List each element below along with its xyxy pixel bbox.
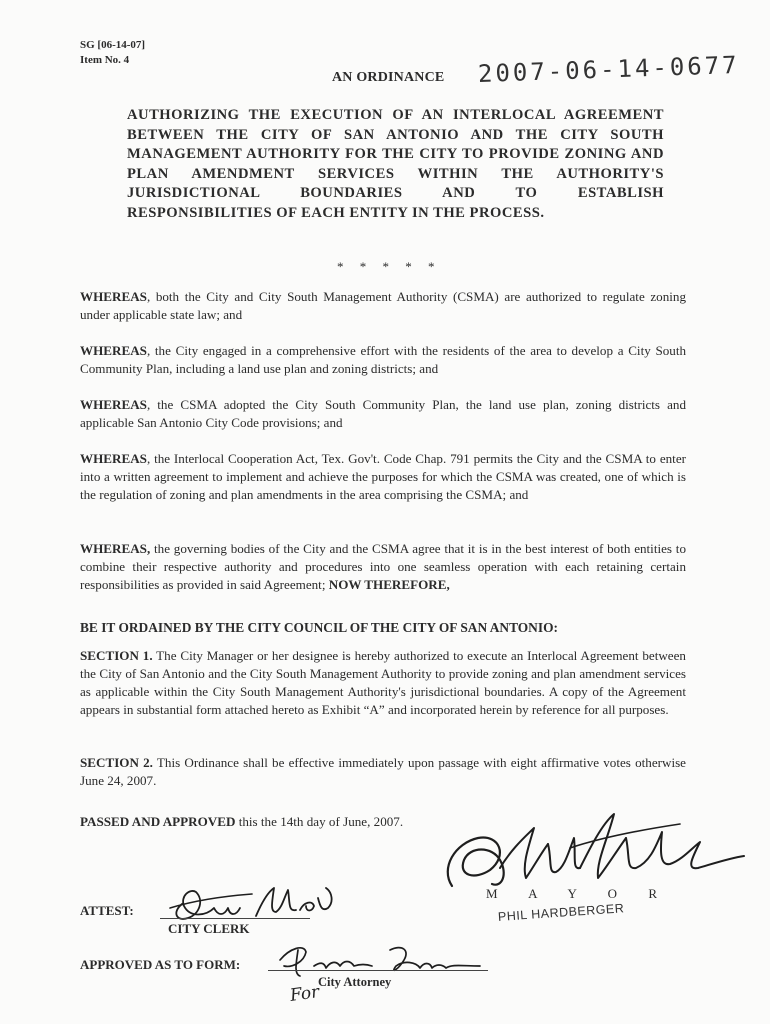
attest-label: ATTEST:: [80, 903, 134, 918]
whereas-lead: WHEREAS: [80, 397, 147, 412]
whereas-text: , the CSMA adopted the City South Community Plan, the land use plan, zoning districts and applicable San Antonio City Code provisions; and: [80, 397, 686, 430]
ordinance-title: AUTHORIZING THE EXECUTION OF AN INTERLOCAL AGREEMENT BETWEEN THE CITY OF SAN ANTONIO AND THE CITY SOUTH MANAGEMENT AUTHORITY FOR THE CITY TO PROVIDE ZONING AND PLAN AMENDMENT SERVICES WITHIN THE AUTHORITY'S JURISDICTIONAL BOUNDARIES AND TO ESTABLISH RESPONSIBILITIES OF EACH ENTITY IN THE PROCESS.: [127, 107, 664, 221]
city-attorney-title: City Attorney: [318, 975, 392, 989]
clerk-signature-line: [160, 918, 310, 919]
passed-text: this the 14th day of June, 2007.: [235, 814, 404, 829]
ordained-heading: BE IT ORDAINED BY THE CITY COUNCIL OF THE CITY OF SAN ANTONIO:: [80, 620, 558, 635]
section-2: [80, 754, 686, 790]
section-text: The City Manager or her designee is hereby authorized to execute an Interlocal Agreement between the City of San Antonio and the City South Management Authority to provide zoning and plan amendment services as applicable within the City South Management Authority's jurisdictional boundaries. A copy of the Agreement appears in substantial form attached hereto as Exhibit “A” and incorporated herein by reference for all purposes.: [80, 648, 686, 717]
section-separator: * * * * *: [337, 259, 435, 274]
whereas-text: the governing bodies of the City and the CSMA agree that it is in the best interest of both entities to combine their respective authority and procedures into one seamless operation with each retaining certain responsibilities as provided in said Agreement;: [80, 541, 686, 592]
whereas-text: , the Interlocal Cooperation Act, Tex. Gov't. Code Chap. 791 permits the City and the CSMA to enter into a written agreement to implement and achieve the purposes for which the CSMA was created, one of which is the regulation of zoning and plan amendments in the area comprising the CSMA; and: [80, 451, 686, 502]
whereas-clause-2: [80, 342, 686, 378]
mayor-name-stamp: PHIL HARDBERGER: [497, 901, 625, 924]
city-clerk-title: CITY CLERK: [168, 921, 250, 936]
whereas-clause-5: [80, 540, 686, 594]
section-lead: SECTION 2.: [80, 755, 153, 770]
approved-as-to-form-label: APPROVED AS TO FORM:: [80, 957, 241, 972]
whereas-text: , the City engaged in a comprehensive effort with the residents of the area to develop a City South Community Plan, including a land use plan and zoning districts; and: [80, 343, 686, 376]
ordinance-label: AN ORDINANCE: [332, 70, 445, 85]
whereas-clause-3: [80, 396, 686, 432]
whereas-lead: WHEREAS: [80, 289, 147, 304]
whereas-lead: WHEREAS: [80, 451, 147, 466]
mayor-signature: [430, 808, 740, 898]
section-lead: SECTION 1.: [80, 648, 153, 663]
passed-and-approved: [80, 814, 403, 830]
whereas-clause-4: [80, 450, 686, 504]
whereas-lead: WHEREAS: [80, 343, 147, 358]
section-text: This Ordinance shall be effective immediately upon passage with eight affirmative votes otherwise June 24, 2007.: [80, 755, 686, 788]
now-therefore: NOW THEREFORE,: [328, 577, 450, 592]
handwritten-for: For: [288, 982, 321, 1006]
passed-lead: PASSED AND APPROVED: [80, 814, 236, 829]
attorney-signature-line: [268, 970, 488, 971]
ordinance-number-stamp: 2007-06-14-0677: [477, 50, 741, 88]
doc-code: SG [06-14-07]: [80, 39, 146, 51]
whereas-lead: WHEREAS,: [80, 541, 151, 556]
whereas-clause-1: [80, 288, 686, 324]
mayor-label: M A Y O R: [486, 886, 658, 901]
whereas-text: , both the City and City South Management Authority (CSMA) are authorized to regulate zoning under applicable state law; and: [80, 289, 686, 322]
section-1: [80, 647, 686, 719]
document-header: [80, 38, 145, 68]
item-number: Item No. 4: [80, 54, 130, 66]
